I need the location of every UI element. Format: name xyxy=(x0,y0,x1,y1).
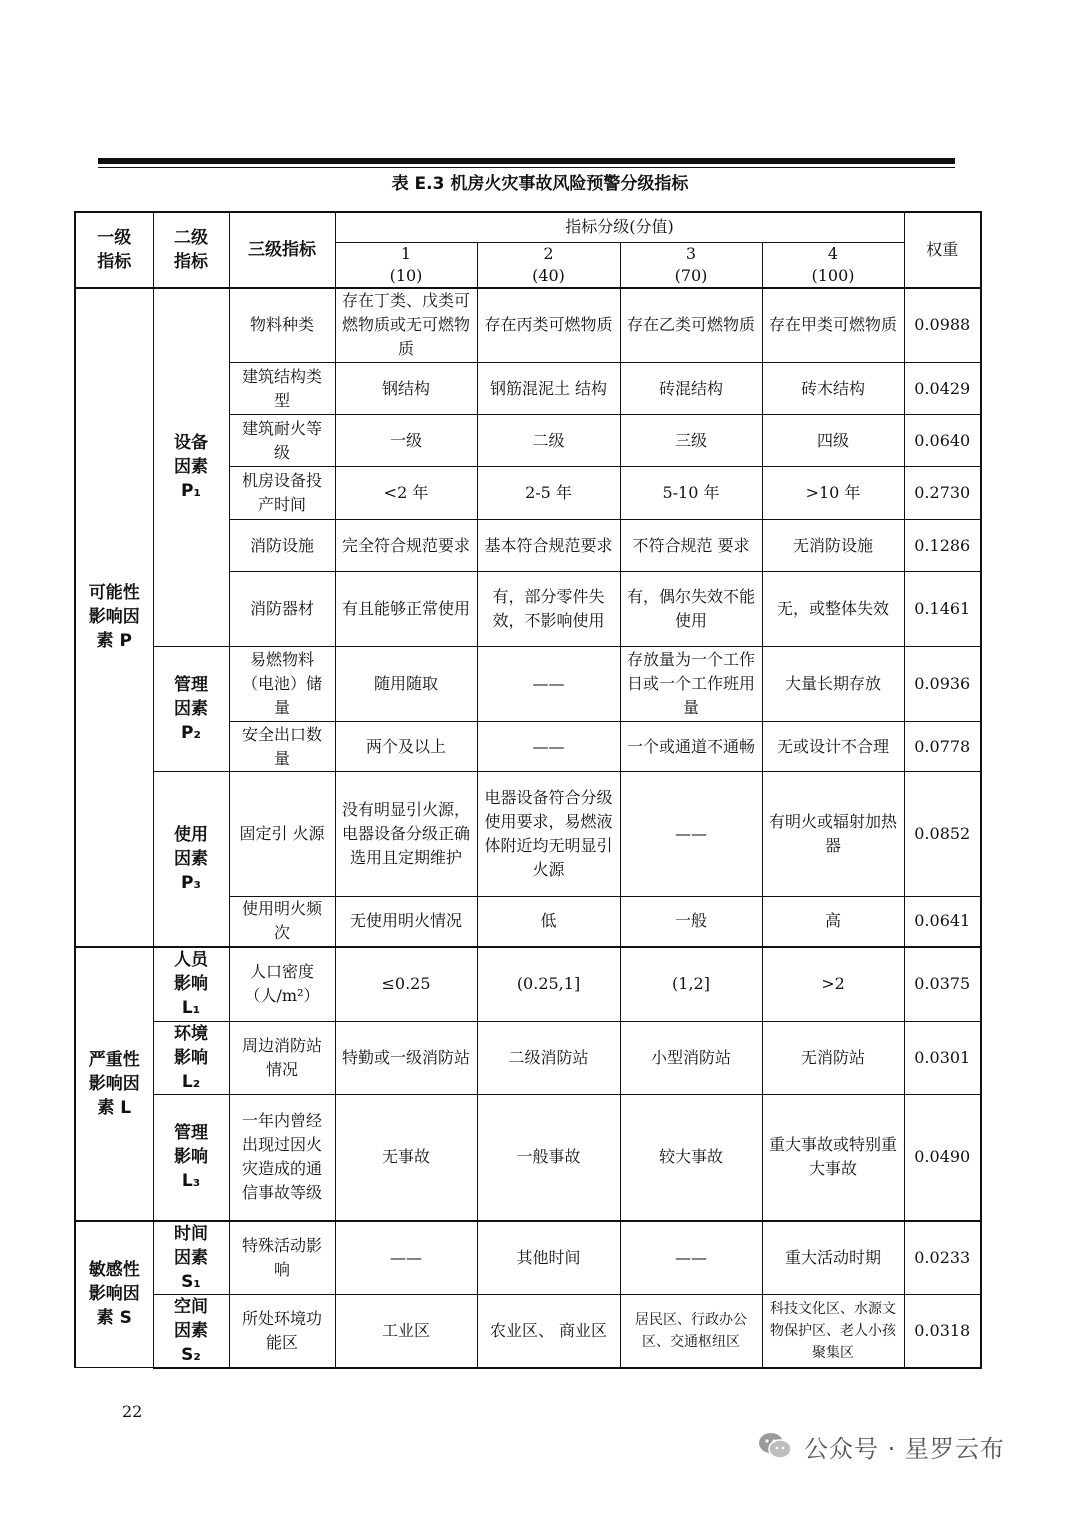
row-indicator: 一年内曾经出现过因火灾造成的通信事故等级 xyxy=(229,1095,335,1221)
row-grade-4: 有明火或辐射加热器 xyxy=(762,772,904,897)
grade-3-number: 3 xyxy=(685,243,697,263)
header-grade-1 xyxy=(335,242,477,288)
row-grade-1: <2 年 xyxy=(335,467,477,520)
row-grade-4: 大量长期存放 xyxy=(762,647,904,722)
level1-severity: 严重性 影响因 素 L xyxy=(75,947,153,1221)
row-grade-3: 砖混结构 xyxy=(620,363,762,415)
row-weight: 0.0778 xyxy=(904,722,981,772)
top-rule-thick xyxy=(98,158,955,164)
row-indicator: 使用明火频次 xyxy=(229,897,335,947)
row-indicator: 人口密度（人/m²） xyxy=(229,947,335,1022)
row-grade-4: >10 年 xyxy=(762,467,904,520)
row-weight: 0.0641 xyxy=(904,897,981,947)
level2-environment: 环境 影响 L₂ xyxy=(153,1022,229,1095)
row-indicator: 特殊活动影响 xyxy=(229,1221,335,1295)
level1-sensitivity: 敏感性 影响因 素 S xyxy=(75,1221,153,1368)
row-weight: 0.0301 xyxy=(904,1022,981,1095)
row-grade-2: (0.25,1] xyxy=(477,947,620,1022)
row-grade-4: 砖木结构 xyxy=(762,363,904,415)
row-weight: 0.0852 xyxy=(904,772,981,897)
row-grade-3: 一个或通道不通畅 xyxy=(620,722,762,772)
row-grade-3: —— xyxy=(620,772,762,897)
watermark-text: 公众号 · 星罗云布 xyxy=(804,1434,1005,1463)
row-grade-2: 2-5 年 xyxy=(477,467,620,520)
row-grade-2: 基本符合规范要求 xyxy=(477,520,620,572)
row-weight: 0.1286 xyxy=(904,520,981,572)
table-title: 表 E.3 机房火灾事故风险预警分级指标 xyxy=(391,174,689,194)
row-weight: 0.0429 xyxy=(904,363,981,415)
row-grade-3: 5-10 年 xyxy=(620,467,762,520)
row-grade-1: 无使用明火情况 xyxy=(335,897,477,947)
row-grade-4: >2 xyxy=(762,947,904,1022)
header-grades-group: 指标分级(分值) xyxy=(335,212,904,242)
level2-personnel: 人员 影响 L₁ xyxy=(153,947,229,1022)
row-grade-1: 工业区 xyxy=(335,1294,477,1368)
grade-4-score: (100) xyxy=(811,265,855,285)
grade-2-number: 2 xyxy=(543,243,554,263)
top-rule-thin xyxy=(98,167,955,168)
row-weight: 0.0640 xyxy=(904,415,981,467)
row-grade-1: 无事故 xyxy=(335,1095,477,1221)
header-grade-2 xyxy=(477,242,620,288)
row-grade-4: 科技文化区、水源文物保护区、老人小孩聚集区 xyxy=(762,1294,904,1368)
level2-space: 空间 因素 S₂ xyxy=(153,1294,229,1368)
row-indicator: 固定引 火源 xyxy=(229,772,335,897)
row-indicator: 物料种类 xyxy=(229,288,335,363)
row-grade-1: 一级 xyxy=(335,415,477,467)
row-grade-1: 两个及以上 xyxy=(335,722,477,772)
row-grade-3: 小型消防站 xyxy=(620,1022,762,1095)
page-number: 22 xyxy=(122,1402,143,1421)
header-grade-4 xyxy=(762,242,904,288)
row-indicator: 所处环境功能区 xyxy=(229,1294,335,1368)
level2-time: 时间 因素 S₁ xyxy=(153,1221,229,1295)
row-grade-3: (1,2] xyxy=(620,947,762,1022)
level2-management-impact: 管理 影响 L₃ xyxy=(153,1095,229,1221)
row-indicator: 建筑耐火等级 xyxy=(229,415,335,467)
row-grade-2: 一般事故 xyxy=(477,1095,620,1221)
row-grade-3: 三级 xyxy=(620,415,762,467)
row-grade-4: 存在甲类可燃物质 xyxy=(762,288,904,363)
row-weight: 0.1461 xyxy=(904,572,981,647)
row-grade-4: 重大事故或特别重大事故 xyxy=(762,1095,904,1221)
row-grade-2: 钢筋混泥土 结构 xyxy=(477,363,620,415)
row-weight: 0.0988 xyxy=(904,288,981,363)
row-grade-1: 没有明显引火源，电器设备分级正确选用且定期维护 xyxy=(335,772,477,897)
row-weight: 0.0490 xyxy=(904,1095,981,1221)
header-level1: 一级 指标 xyxy=(75,212,153,288)
row-grade-3: 存在乙类可燃物质 xyxy=(620,288,762,363)
row-grade-3: 较大事故 xyxy=(620,1095,762,1221)
level2-management: 管理 因素 P₂ xyxy=(153,647,229,772)
row-grade-1: 完全符合规范要求 xyxy=(335,520,477,572)
level2-usage: 使用 因素 P₃ xyxy=(153,772,229,947)
level1-possibility: 可能性 影响因 素 P xyxy=(75,288,153,947)
risk-indicator-table xyxy=(74,211,982,1369)
row-grade-1: —— xyxy=(335,1221,477,1295)
row-grade-1: 存在丁类、戊类可燃物质或无可燃物质 xyxy=(335,288,477,363)
header-grade-3 xyxy=(620,242,762,288)
row-grade-4: 无或设计不合理 xyxy=(762,722,904,772)
row-grade-2: 有，部分零件失效，不影响使用 xyxy=(477,572,620,647)
row-grade-2: 电器设备符合分级使用要求，易燃液体附近均无明显引火源 xyxy=(477,772,620,897)
grade-1-number: 1 xyxy=(400,243,412,263)
row-grade-4: 高 xyxy=(762,897,904,947)
header-level3: 三级指标 xyxy=(229,212,335,288)
row-grade-4: 无，或整体失效 xyxy=(762,572,904,647)
row-weight: 0.0375 xyxy=(904,947,981,1022)
row-grade-4: 重大活动时期 xyxy=(762,1221,904,1295)
row-grade-2: 农业区、 商业区 xyxy=(477,1294,620,1368)
row-indicator: 机房设备投产时间 xyxy=(229,467,335,520)
header-level2: 二级 指标 xyxy=(153,212,229,288)
row-indicator: 易燃物料（电池）储量 xyxy=(229,647,335,722)
row-grade-3: 有，偶尔失效不能使用 xyxy=(620,572,762,647)
row-weight: 0.2730 xyxy=(904,467,981,520)
grade-1-score: (10) xyxy=(389,265,423,285)
row-grade-4: 无消防站 xyxy=(762,1022,904,1095)
row-weight: 0.0936 xyxy=(904,647,981,722)
row-grade-3: —— xyxy=(620,1221,762,1295)
row-indicator: 安全出口数量 xyxy=(229,722,335,772)
row-grade-2: 存在丙类可燃物质 xyxy=(477,288,620,363)
grade-3-score: (70) xyxy=(674,265,708,285)
row-grade-4: 无消防设施 xyxy=(762,520,904,572)
row-grade-2: 二级消防站 xyxy=(477,1022,620,1095)
row-weight: 0.0318 xyxy=(904,1294,981,1368)
row-indicator: 消防器材 xyxy=(229,572,335,647)
row-indicator: 消防设施 xyxy=(229,520,335,572)
grade-2-score: (40) xyxy=(532,265,565,285)
row-grade-2: —— xyxy=(477,647,620,722)
row-grade-1: 特勤或一级消防站 xyxy=(335,1022,477,1095)
row-grade-3: 居民区、行政办公区、交通枢纽区 xyxy=(620,1294,762,1368)
row-grade-2: —— xyxy=(477,722,620,772)
row-grade-1: 钢结构 xyxy=(335,363,477,415)
row-grade-3: 不符合规范 要求 xyxy=(620,520,762,572)
header-weight: 权重 xyxy=(904,212,981,288)
level2-equipment: 设备 因素 P₁ xyxy=(153,288,229,647)
row-grade-3: 一般 xyxy=(620,897,762,947)
row-grade-1: ≤0.25 xyxy=(335,947,477,1022)
row-grade-1: 有且能够正常使用 xyxy=(335,572,477,647)
row-grade-2: 其他时间 xyxy=(477,1221,620,1295)
row-indicator: 建筑结构类型 xyxy=(229,363,335,415)
wechat-icon xyxy=(758,1431,792,1461)
row-grade-3: 存放量为一个工作日或一个工作班用量 xyxy=(620,647,762,722)
watermark xyxy=(758,1428,1005,1464)
row-grade-2: 低 xyxy=(477,897,620,947)
row-grade-2: 二级 xyxy=(477,415,620,467)
row-indicator: 周边消防站情况 xyxy=(229,1022,335,1095)
grade-4-number: 4 xyxy=(827,243,839,263)
row-grade-1: 随用随取 xyxy=(335,647,477,722)
row-weight: 0.0233 xyxy=(904,1221,981,1295)
row-grade-4: 四级 xyxy=(762,415,904,467)
